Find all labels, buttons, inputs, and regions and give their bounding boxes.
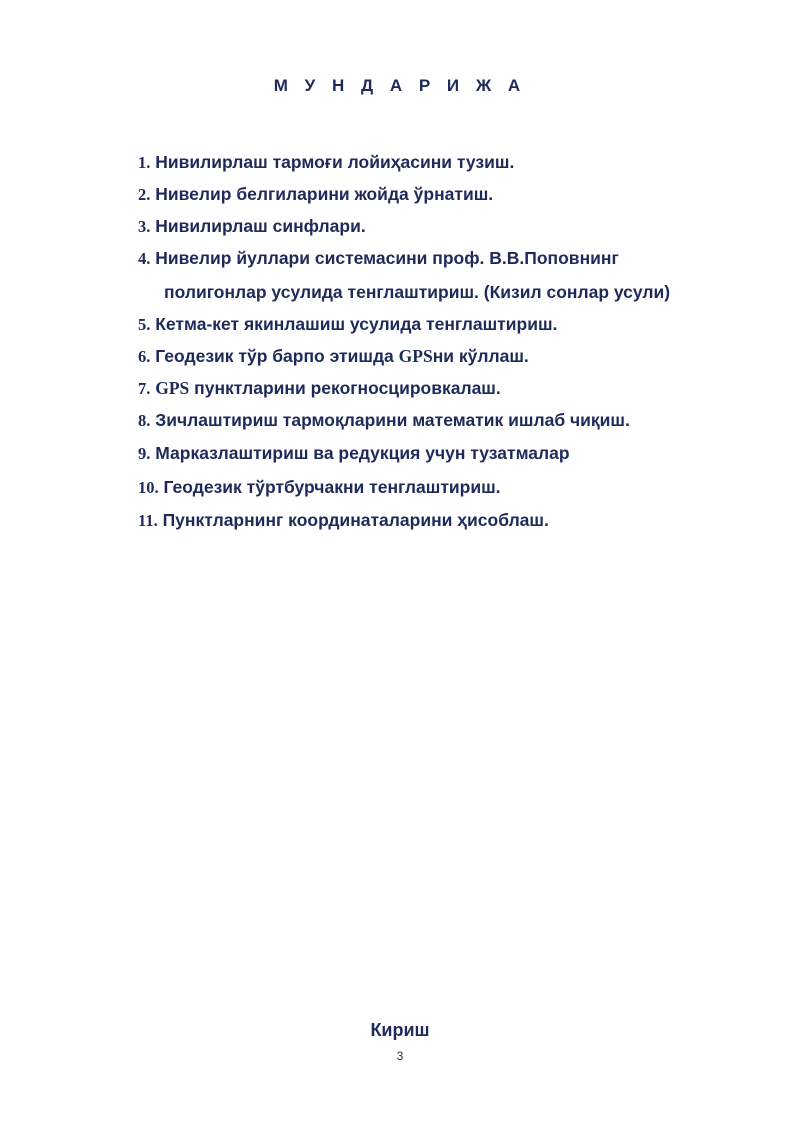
toc-item-text: Нивелир белгиларини жойда ўрнатиш. <box>155 184 494 204</box>
toc-item-number: 3. <box>138 217 151 236</box>
toc-item-number: 1. <box>138 153 151 172</box>
toc-item-number: 4. <box>138 249 151 268</box>
toc-item-number: 6. <box>138 347 151 366</box>
page-number: 3 <box>396 1049 404 1063</box>
toc-item-number: 8. <box>138 411 151 430</box>
toc-item-text: Нивелир йуллари системасини проф. В.В.Поповнинг <box>155 248 619 268</box>
page-title: М У Н Д А Р И Ж А <box>273 76 527 95</box>
toc-item <box>138 378 501 399</box>
toc-item <box>138 216 366 237</box>
toc-item-text: Марказлаштириш ва редукция учун тузатмалар <box>155 443 570 463</box>
toc-item <box>138 184 493 205</box>
toc-item <box>138 248 619 269</box>
toc-item <box>138 152 514 173</box>
toc-item-text: Нивилирлаш синфлари. <box>155 216 366 236</box>
toc-item-text: Геодезик тўр барпо этишда GPSни кўллаш. <box>155 346 529 366</box>
footer-heading: Кириш <box>370 1020 430 1040</box>
toc-item <box>138 314 557 335</box>
toc-item-number: 11. <box>138 511 158 530</box>
toc-item-text: Зичлаштириш тармоқларини математик ишлаб чиқиш. <box>155 410 630 430</box>
toc-item-number: 2. <box>138 185 151 204</box>
toc-item <box>138 410 630 431</box>
toc-item-number: 7. <box>138 379 151 398</box>
toc-item <box>138 477 501 498</box>
toc-item-text: GPS пунктларини рекогносцировкалаш. <box>155 378 501 398</box>
toc-item-continuation: полигонлар усулида тенглаштириш. (Кизил сонлар усули) <box>164 282 671 302</box>
toc-item-number: 10. <box>138 478 159 497</box>
toc-item-text: Нивилирлаш тармоғи лойиҳасини тузиш. <box>155 152 515 172</box>
toc-item-text: Пунктларнинг координаталарини ҳисоблаш. <box>162 510 549 530</box>
toc-item-text: Кетма-кет якинлашиш усулида тенглаштириш. <box>155 314 558 334</box>
toc-item-number: 9. <box>138 444 151 463</box>
toc-item <box>138 346 529 367</box>
toc-item-text: Геодезик тўртбурчакни тенглаштириш. <box>163 477 501 497</box>
toc-item <box>138 510 549 531</box>
toc-item <box>138 443 570 464</box>
toc-item-number: 5. <box>138 315 151 334</box>
